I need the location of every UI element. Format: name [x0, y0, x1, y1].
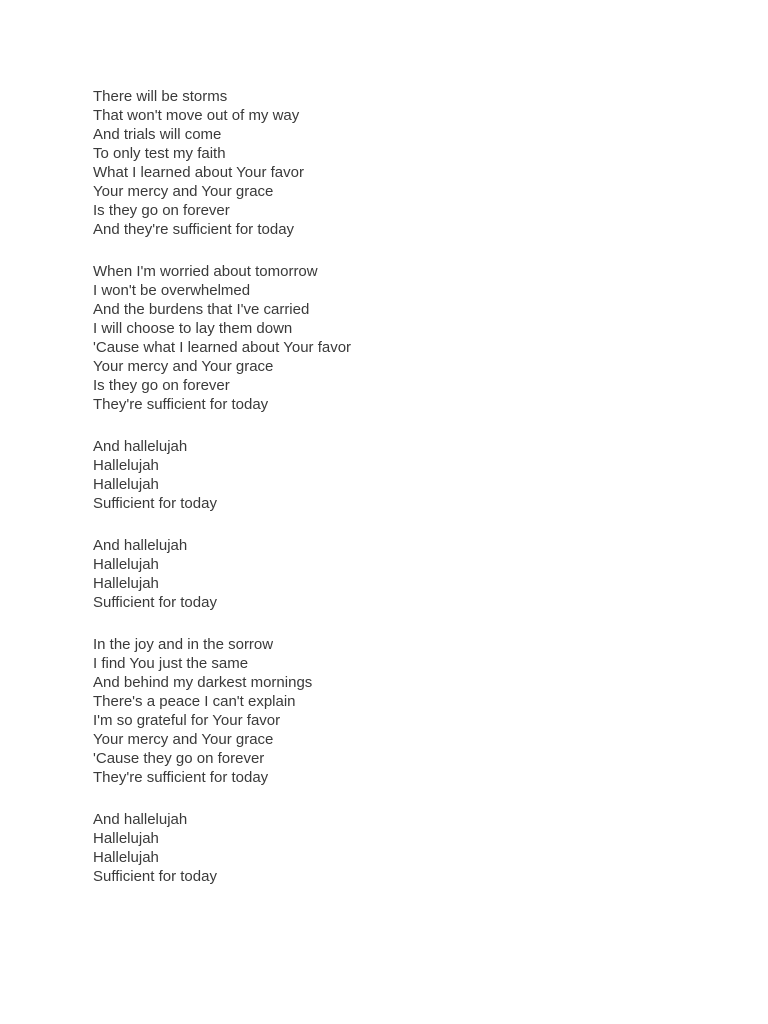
lyric-line: What I learned about Your favor [93, 164, 304, 181]
lyric-line: Your mercy and Your grace [93, 183, 274, 200]
lyric-line: Hallelujah [93, 830, 159, 847]
lyric-line: 'Cause they go on forever [93, 750, 265, 767]
stanza-4 [93, 536, 733, 612]
stanza-6 [93, 810, 733, 886]
lyric-line: And hallelujah [93, 537, 188, 554]
stanza-2 [93, 262, 733, 414]
lyric-line: And they're sufficient for today [93, 221, 295, 238]
lyric-line: I'm so grateful for Your favor [93, 712, 281, 729]
lyric-line: And behind my darkest mornings [93, 674, 313, 691]
lyric-line: Is they go on forever [93, 202, 230, 219]
lyric-line: And hallelujah [93, 811, 188, 828]
stanza-1 [93, 87, 733, 239]
lyric-line: Hallelujah [93, 575, 159, 592]
lyric-line: Sufficient for today [93, 495, 217, 512]
lyric-line: I will choose to lay them down [93, 320, 293, 337]
lyric-line: Hallelujah [93, 849, 159, 866]
lyric-line: Sufficient for today [93, 594, 217, 611]
lyric-line: And trials will come [93, 126, 222, 143]
lyrics-page [93, 87, 733, 886]
lyric-line: Hallelujah [93, 476, 159, 493]
lyric-line: In the joy and in the sorrow [93, 636, 274, 653]
lyric-line: They're sufficient for today [93, 396, 269, 413]
lyric-line: Your mercy and Your grace [93, 358, 274, 375]
lyric-line: And hallelujah [93, 438, 188, 455]
lyric-line: Hallelujah [93, 556, 159, 573]
lyric-line: And the burdens that I've carried [93, 301, 310, 318]
lyric-line: 'Cause what I learned about Your favor [93, 339, 352, 356]
lyric-line: That won't move out of my way [93, 107, 300, 124]
lyric-line: They're sufficient for today [93, 769, 269, 786]
lyric-line: Sufficient for today [93, 868, 217, 885]
lyric-line: I won't be overwhelmed [93, 282, 251, 299]
lyric-line: Is they go on forever [93, 377, 230, 394]
lyric-line: Hallelujah [93, 457, 159, 474]
stanza-3 [93, 437, 733, 513]
lyric-line: When I'm worried about tomorrow [93, 263, 318, 280]
lyric-line: There will be storms [93, 88, 228, 105]
lyric-line: I find You just the same [93, 655, 249, 672]
lyric-line: To only test my faith [93, 145, 226, 162]
stanza-5 [93, 635, 733, 787]
lyric-line: There's a peace I can't explain [93, 693, 296, 710]
lyric-line: Your mercy and Your grace [93, 731, 274, 748]
